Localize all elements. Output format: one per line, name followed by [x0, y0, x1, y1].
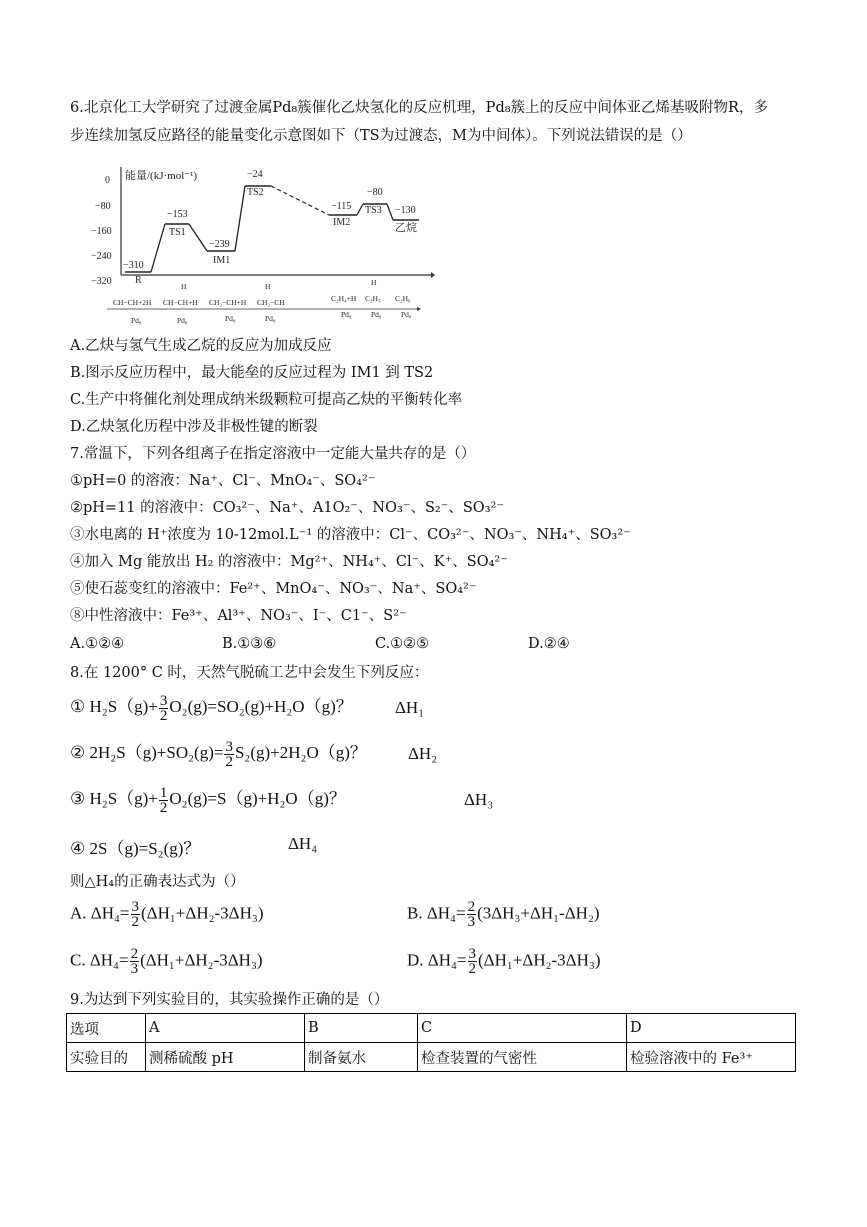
q6-option-b: B.图示反应历程中，最大能垒的反应过程为 IM1 到 TS2	[70, 365, 434, 381]
pd-1: Pd₈	[131, 316, 142, 325]
q8-reaction-4	[70, 834, 318, 859]
q8-reaction-2	[70, 738, 438, 770]
species-5: C₂H₄+H	[331, 294, 357, 303]
option-c-fraction	[130, 947, 140, 976]
q8-option-d	[407, 947, 600, 976]
table-cell: 测稀硫酸 pH	[146, 1043, 305, 1072]
q8-reaction-1	[70, 692, 425, 724]
q7-item-6: ⑧中性溶液中：Fe³⁺、Al³⁺、NO₃⁻、I⁻、C1⁻、S²⁻	[70, 608, 407, 624]
q6-option-a: A.乙炔与氢气生成乙烷的反应为加成反应	[70, 338, 332, 354]
level-r-label: R	[135, 275, 142, 286]
fraction-denominator: 2	[159, 707, 168, 724]
reaction-2-rest: S₂(g)+2H₂O（g)？	[234, 743, 367, 762]
species-3: CH₂−CH+H	[209, 298, 247, 307]
table-cell: 实验目的	[67, 1043, 146, 1072]
level-ts3-value: −80	[367, 187, 383, 198]
species-2: CH−CH+H	[163, 298, 198, 307]
fraction-denominator: 3	[467, 914, 476, 930]
table-cell: 制备氨水	[305, 1043, 418, 1072]
ytick-240: −240	[91, 251, 112, 262]
reaction-3-dh: ΔH₃	[464, 790, 494, 809]
fraction-numerator: 2	[467, 899, 476, 915]
level-im1-value: −239	[209, 239, 230, 250]
level-ethane-value: −130	[395, 205, 416, 216]
option-a-lead: A. ΔH₄=	[70, 903, 130, 923]
level-im1-label: IM1	[213, 255, 231, 266]
q6-stem-line2: 步连续加氢反应路径的能量变化示意图如下（TS为过渡态，M为中间体）。下列说法错误的是（）	[70, 128, 692, 144]
species-4: CH₂−CH	[257, 298, 285, 307]
fraction-numerator: 3	[225, 738, 233, 755]
table-cell: B	[305, 1014, 418, 1043]
fraction-numerator: 3	[159, 692, 168, 709]
q6-option-c: C.生产中将催化剂处理成纳米级颗粒可提高乙炔的平衡转化率	[70, 392, 463, 408]
option-d-rest: (ΔH₁+ΔH₂-3ΔH₃)	[478, 950, 601, 970]
table-cell: D	[627, 1014, 796, 1043]
option-b-fraction	[467, 900, 477, 929]
q7-item-2: ②pH=11 的溶液中：CO₃²⁻、Na⁺、A1O₂⁻、NO₃⁻、S₂⁻、SO₃²⁻	[70, 500, 504, 516]
reaction-3-lead: ③ H₂S（g)+	[70, 789, 158, 808]
level-im2-label: IM2	[333, 217, 351, 228]
reaction-3-fraction	[159, 786, 169, 815]
ytick-80: −80	[95, 201, 111, 212]
pd-4: Pd₈	[265, 314, 276, 323]
level-r-value: −310	[123, 260, 144, 271]
fraction-denominator: 2	[225, 753, 233, 770]
table-cell: C	[418, 1014, 627, 1043]
fraction-denominator: 3	[130, 961, 139, 977]
table-cell: 检查装置的气密性	[418, 1043, 627, 1072]
reaction-2-dh: ΔH₂	[408, 744, 438, 763]
fraction-numerator: 2	[130, 946, 139, 962]
reaction-1-fraction	[159, 694, 169, 723]
ytick-160: −160	[91, 226, 112, 237]
diagram-ylabel: 能量/(kJ·mol⁻¹)	[125, 170, 198, 182]
q7-option-a: A.①②④	[70, 636, 125, 652]
q8-option-b	[407, 900, 600, 929]
pd-2: Pd₈	[177, 316, 188, 325]
species-1: CH−CH+2H	[113, 298, 152, 307]
species-6: C₂H₅	[365, 294, 381, 303]
reaction-4-dh: ΔH₄	[288, 834, 318, 853]
table-cell: 检验溶液中的 Fe³⁺	[627, 1043, 796, 1072]
fraction-denominator: 2	[131, 914, 139, 930]
fraction-numerator: 3	[468, 946, 476, 962]
q7-item-3: ③水电离的 H⁺浓度为 10-12mol.L⁻¹ 的溶液中：Cl⁻、CO₃²⁻、NO₃⁻、NH₄⁺、SO₃²⁻	[70, 527, 631, 543]
option-a-rest: (ΔH₁+ΔH₂-3ΔH₃)	[141, 903, 264, 923]
q8-ask: 则△H₄的正确表达式为（）	[70, 874, 245, 890]
level-ts2-value: −24	[247, 169, 263, 180]
level-ts2-label: TS2	[247, 187, 264, 198]
ytick-320: −320	[91, 276, 112, 287]
q6-option-d: D.乙炔氢化历程中涉及非极性键的断裂	[70, 419, 318, 435]
q6-stem-line1: 6.北京化工大学研究了过渡金属Pd₈簇催化乙炔氢化的反应机理，Pd₈簇上的反应中间体亚乙烯基吸附物R，多	[70, 100, 768, 116]
ytick-0: 0	[105, 175, 110, 186]
option-b-lead: B. ΔH₄=	[407, 903, 466, 923]
table-cell: 选项	[67, 1014, 146, 1043]
q9-stem: 9.为达到下列实验目的，其实验操作正确的是（）	[70, 992, 389, 1008]
reaction-3-rest: O₂(g)=S（g)+H₂O（g)？	[169, 789, 346, 808]
option-c-lead: C. ΔH₄=	[70, 950, 129, 970]
option-d-lead: D. ΔH₄=	[407, 950, 467, 970]
level-ts1-value: −153	[167, 209, 188, 220]
h-mark-2: H	[265, 282, 271, 291]
table-row	[67, 1043, 796, 1072]
reaction-2-fraction	[224, 740, 234, 769]
fraction-numerator: 3	[131, 899, 139, 915]
option-a-fraction	[131, 900, 141, 929]
pd-6: Pd₈	[371, 310, 382, 319]
reaction-2-lead: ② 2H₂S（g)+SO₂(g)=	[70, 743, 224, 762]
level-ts1-label: TS1	[169, 227, 186, 238]
fraction-denominator: 2	[468, 961, 476, 977]
option-c-rest: (ΔH₁+ΔH₂-3ΔH₃)	[140, 950, 263, 970]
fraction-numerator: 1	[159, 784, 168, 801]
q7-stem: 7.常温下，下列各组离子在指定溶液中一定能大量共存的是（）	[70, 446, 476, 462]
option-b-rest: (3ΔH₃+ΔH₁-ΔH₂)	[477, 903, 600, 923]
q8-reaction-3	[70, 784, 494, 816]
q8-option-c	[70, 947, 263, 976]
reaction-1-rest: O₂(g)=SO₂(g)+H₂O（g)？	[169, 697, 353, 716]
q8-option-a	[70, 900, 263, 929]
level-im2-value: −115	[331, 201, 352, 212]
reaction-1-lead: ① H₂S（g)+	[70, 697, 158, 716]
h-mark-1: H	[181, 282, 187, 291]
q7-item-1: ①pH=0 的溶液：Na⁺、Cl⁻、MnO₄⁻、SO₄²⁻	[70, 473, 376, 489]
q9-table	[66, 1013, 796, 1072]
table-cell: A	[146, 1014, 305, 1043]
table-row	[67, 1014, 796, 1043]
option-d-fraction	[468, 947, 478, 976]
reaction-4-lead: ④ 2S（g)=S₂(g)？	[70, 839, 201, 858]
h-mark-3: H	[371, 278, 377, 287]
pd-3: Pd₈	[225, 314, 236, 323]
species-7: C₂H₆	[395, 294, 411, 303]
pd-7: Pd₈	[401, 310, 412, 319]
level-ethane-label: 乙烷	[395, 222, 417, 234]
q7-item-5: ⑤使石蕊变红的溶液中：Fe²⁺、MnO₄⁻、NO₃⁻、Na⁺、SO₄²⁻	[70, 581, 477, 597]
pd-5: Pd₈	[341, 310, 352, 319]
q7-option-d: D.②④	[528, 636, 570, 652]
fraction-denominator: 2	[159, 799, 168, 816]
q7-option-c: C.①②⑤	[375, 636, 430, 652]
level-ts3-label: TS3	[365, 205, 382, 216]
energy-diagram	[85, 163, 435, 325]
q8-stem: 8.在 1200° C 时，天然气脱硫工艺中会发生下列反应：	[70, 665, 429, 681]
q7-item-4: ④加入 Mg 能放出 H₂ 的溶液中：Mg²⁺、NH₄⁺、Cl⁻、K⁺、SO₄²⁻	[70, 554, 508, 570]
reaction-1-dh: ΔH₁	[395, 698, 425, 717]
q7-option-b: B.①③⑥	[222, 636, 277, 652]
